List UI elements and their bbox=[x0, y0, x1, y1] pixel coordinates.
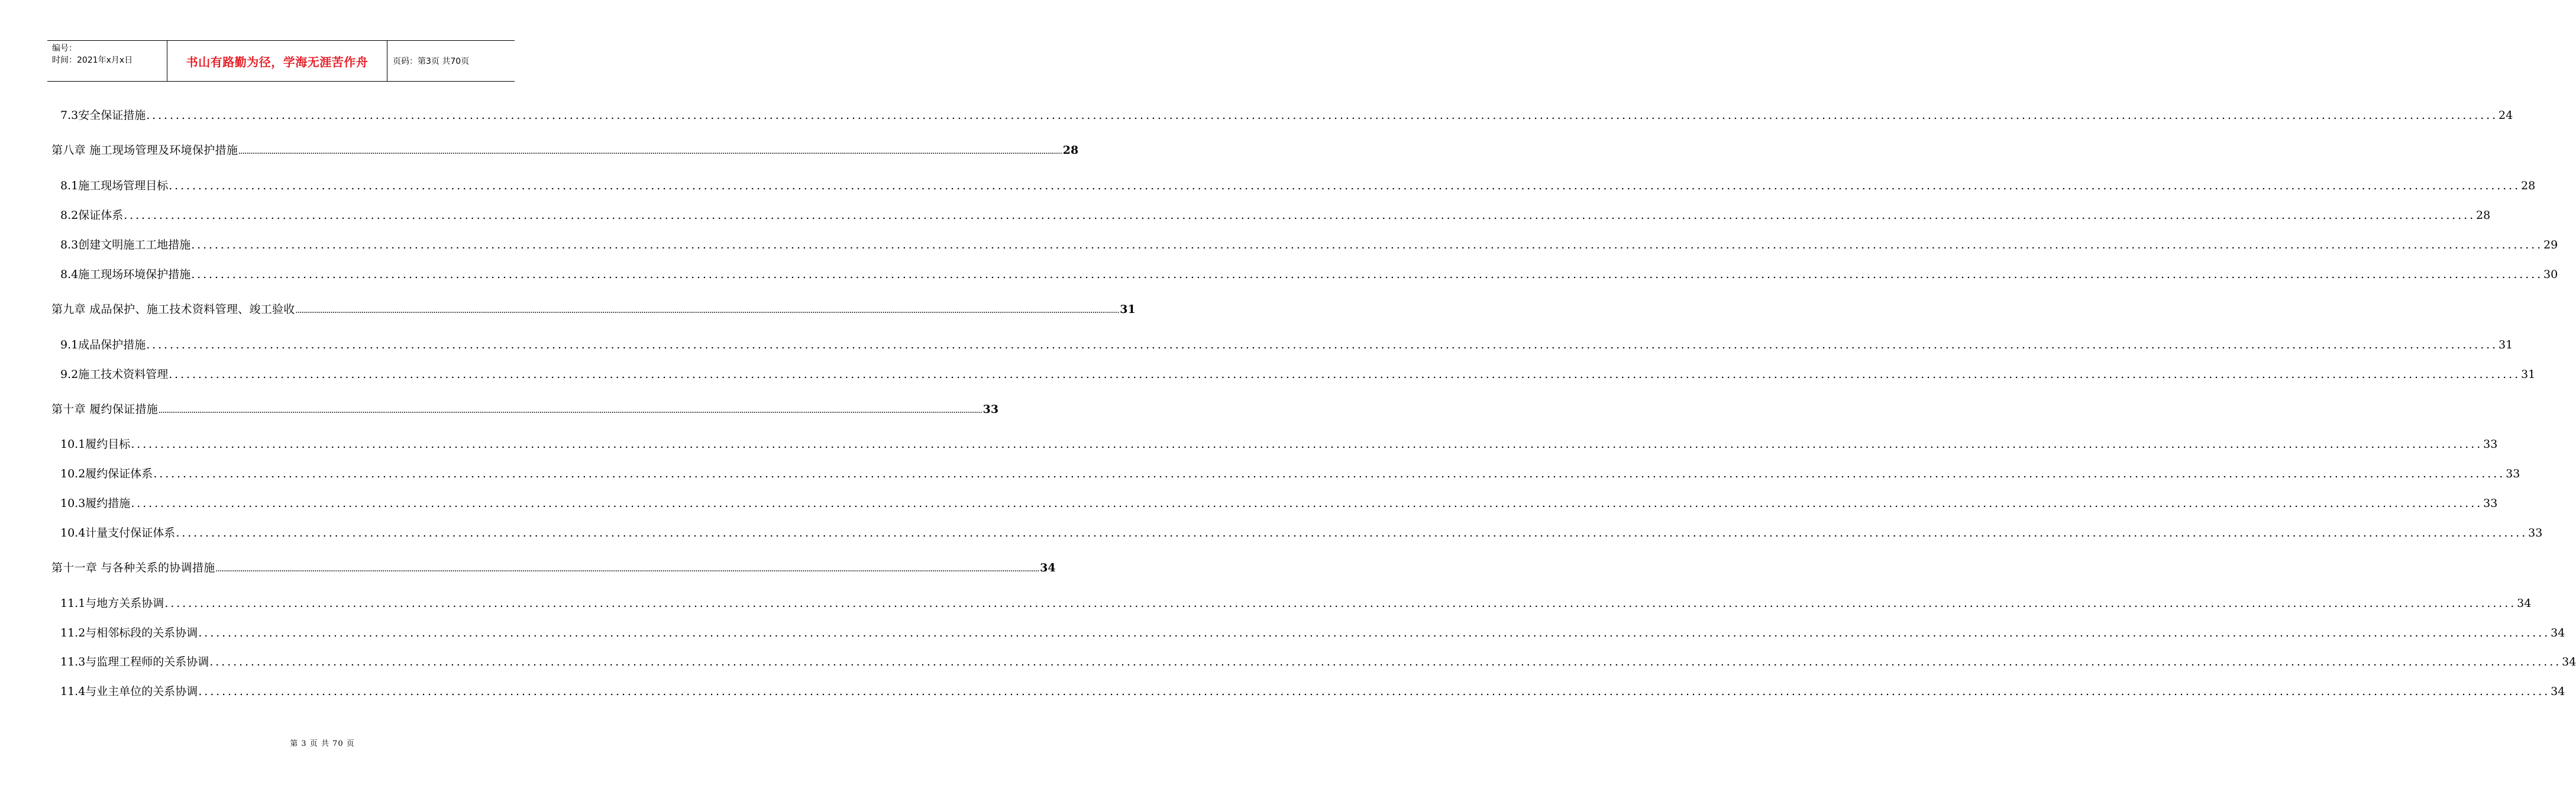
toc-section-row[interactable] bbox=[60, 495, 2498, 510]
footer-page-number: 第 3 页 共 70 页 bbox=[290, 739, 355, 748]
toc-entry-title: 11.2与相邻标段的关系协调 bbox=[60, 626, 198, 639]
toc-entry-page: 34 bbox=[2517, 597, 2532, 610]
toc-section-row[interactable] bbox=[60, 106, 2513, 122]
toc-entry-page: 34 bbox=[1040, 561, 1056, 574]
toc-entry-page: 33 bbox=[2483, 438, 2498, 451]
toc-entry-page: 33 bbox=[2483, 497, 2498, 510]
toc-entry-title: 第十章 履约保证措施 bbox=[51, 403, 159, 416]
toc-entry-page: 31 bbox=[2499, 338, 2513, 351]
toc-dot-leader: ................................................................................................................................................................................................................................................................................................................................................................................................................ bbox=[124, 209, 2476, 222]
toc-section-row[interactable] bbox=[60, 366, 2536, 382]
toc-entry-page: 33 bbox=[2528, 526, 2543, 539]
toc-entry-title: 10.3履约措施 bbox=[60, 497, 131, 510]
toc-section-row[interactable] bbox=[60, 524, 2543, 540]
toc-dot-leader: ................................................................................................................................................................................................................................................................................................................................................................................................................ bbox=[153, 467, 2506, 480]
number-label: 编号： bbox=[52, 44, 77, 53]
toc-dot-leader: ................................................................................................................................................................................................................................................................................................................................................................................................................ bbox=[191, 268, 2543, 281]
toc-dot-leader: ................................................................................................................................................................................................................................................................................................................................................................................................................ bbox=[209, 655, 2562, 668]
toc-dot-leader: ................................................................................................................................................................................................................................................................................................................................................................................................................ bbox=[191, 238, 2543, 251]
toc-chapter-row[interactable] bbox=[51, 141, 1079, 157]
toc-entry-page: 24 bbox=[2499, 109, 2513, 122]
toc-entry-page: 31 bbox=[1120, 303, 1136, 316]
toc-entry-title: 10.2履约保证体系 bbox=[60, 467, 153, 480]
toc-entry-title: 8.3创建文明施工工地措施 bbox=[60, 238, 191, 251]
toc-entry-page: 33 bbox=[2506, 467, 2520, 480]
toc-dot-leader: ................................................................................................................................................................................................................................................................................................................................................................................................................ bbox=[169, 368, 2521, 381]
toc-entry-title: 10.4计量支付保证体系 bbox=[60, 526, 176, 539]
toc-dot-leader: ................................................................................................................................................................................................................................................................................................................................................................................................................ bbox=[159, 408, 982, 415]
toc-entry-title: 7.3安全保证措施 bbox=[60, 109, 146, 122]
toc-entry-page: 28 bbox=[1062, 144, 1079, 157]
time-label: 时间：2021年x月x日 bbox=[52, 56, 133, 65]
toc-entry-title: 11.3与监理工程师的关系协调 bbox=[60, 655, 209, 668]
header-motto: 书山有路勤为径，学海无涯苦作舟 bbox=[167, 41, 387, 81]
toc-entry-title: 9.2施工技术资料管理 bbox=[60, 368, 169, 381]
page-footer bbox=[0, 737, 562, 748]
toc-entry-page: 33 bbox=[982, 403, 999, 416]
toc-chapter-row[interactable] bbox=[51, 559, 1056, 575]
toc-entry-title: 11.4与业主单位的关系协调 bbox=[60, 685, 198, 698]
toc-entry-title: 10.1履约目标 bbox=[60, 438, 131, 451]
toc-entry-title: 第九章 成品保护、施工技术资料管理、竣工验收 bbox=[51, 303, 295, 316]
toc-entry-page: 28 bbox=[2521, 179, 2536, 192]
toc-section-row[interactable] bbox=[60, 594, 2532, 610]
toc-dot-leader: ................................................................................................................................................................................................................................................................................................................................................................................................................ bbox=[146, 338, 2499, 351]
toc-entry-title: 8.1施工现场管理目标 bbox=[60, 179, 169, 192]
toc-dot-leader: ................................................................................................................................................................................................................................................................................................................................................................................................................ bbox=[131, 497, 2483, 510]
toc-dot-leader: ................................................................................................................................................................................................................................................................................................................................................................................................................ bbox=[295, 308, 1120, 315]
toc-entry-page: 34 bbox=[2551, 626, 2565, 639]
toc-entry-page: 34 bbox=[2562, 655, 2576, 668]
toc-section-row[interactable] bbox=[60, 653, 2576, 669]
toc-dot-leader: ................................................................................................................................................................................................................................................................................................................................................................................................................ bbox=[215, 567, 1040, 573]
toc-dot-leader: ................................................................................................................................................................................................................................................................................................................................................................................................................ bbox=[146, 109, 2499, 122]
toc-dot-leader: ................................................................................................................................................................................................................................................................................................................................................................................................................ bbox=[198, 685, 2551, 698]
header-page-info: 页码：第3页 共70页 bbox=[393, 57, 470, 66]
toc-entry-page: 31 bbox=[2521, 368, 2536, 381]
toc-entry-title: 8.2保证体系 bbox=[60, 209, 124, 222]
toc-entry-title: 11.1与地方关系协调 bbox=[60, 597, 164, 610]
toc-section-row[interactable] bbox=[60, 624, 2565, 640]
toc-entry-title: 第八章 施工现场管理及环境保护措施 bbox=[51, 144, 238, 157]
toc-chapter-row[interactable] bbox=[51, 400, 999, 416]
toc-entry-page: 30 bbox=[2543, 268, 2558, 281]
toc-entry-title: 第十一章 与各种关系的协调措施 bbox=[51, 561, 215, 574]
toc-section-row[interactable] bbox=[60, 206, 2491, 222]
toc-dot-leader: ................................................................................................................................................................................................................................................................................................................................................................................................................ bbox=[198, 626, 2551, 639]
toc-entry-title: 9.1成品保护措施 bbox=[60, 338, 146, 351]
toc-section-row[interactable] bbox=[60, 465, 2520, 481]
toc-section-row[interactable] bbox=[60, 683, 2565, 699]
toc-dot-leader: ................................................................................................................................................................................................................................................................................................................................................................................................................ bbox=[176, 526, 2528, 539]
toc-entry-page: 29 bbox=[2543, 238, 2558, 251]
toc-entry-page: 34 bbox=[2551, 685, 2565, 698]
toc-section-row[interactable] bbox=[60, 435, 2498, 451]
toc-section-row[interactable] bbox=[60, 336, 2513, 352]
toc-entry-title: 8.4施工现场环境保护措施 bbox=[60, 268, 191, 281]
toc-chapter-row[interactable] bbox=[51, 300, 1136, 316]
toc-dot-leader: ................................................................................................................................................................................................................................................................................................................................................................................................................ bbox=[164, 597, 2517, 610]
toc-entry-page: 28 bbox=[2476, 209, 2491, 222]
toc-section-row[interactable] bbox=[60, 236, 2558, 252]
toc-dot-leader: ................................................................................................................................................................................................................................................................................................................................................................................................................ bbox=[238, 149, 1062, 156]
toc-section-row[interactable] bbox=[60, 177, 2536, 193]
toc-dot-leader: ................................................................................................................................................................................................................................................................................................................................................................................................................ bbox=[169, 179, 2521, 192]
toc-dot-leader: ................................................................................................................................................................................................................................................................................................................................................................................................................ bbox=[131, 438, 2483, 451]
toc-section-row[interactable] bbox=[60, 266, 2558, 282]
